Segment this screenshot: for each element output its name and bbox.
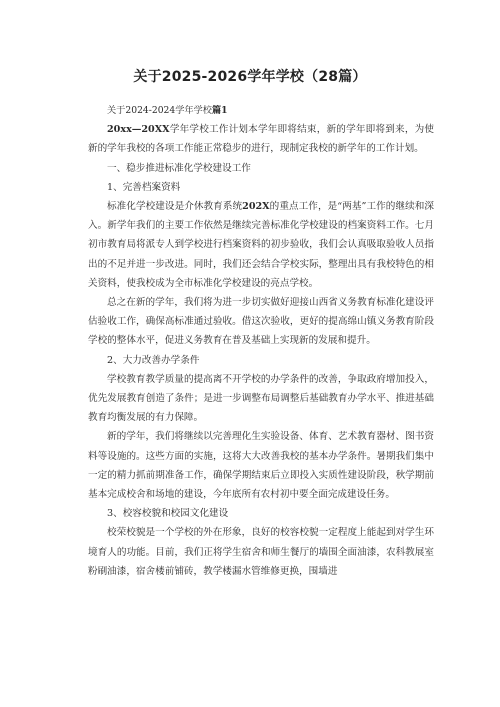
intro-year-range: 20xx—20XX — [107, 124, 170, 136]
subsection-1-paragraph-2: 总之在新的学年，我们将为进一步切实做好迎接山西省义务教育标准化建设评估验收工作，确保高标准通过验收。借这次验收，更好的提高绵山镇义务教育阶段学校的整体水平，促进义务教育在普及基础上实现新的发展和提升。 — [88, 297, 434, 347]
subsection-2-paragraph-1: 学校教育教学质量的提高离不开学校的办学条件的改善，争取政府增加投入，优先发展教育创造了条件；是进一步调整布局调整后基础教育办学水平、推进基础教育均衡发展的有力保障。 — [88, 373, 434, 424]
sub1-para1-year: 202X — [242, 201, 270, 213]
document-body — [88, 101, 434, 581]
section-heading-1: 一、稳步推进标准化学校建设工作 — [107, 162, 251, 174]
document-subtitle — [88, 101, 434, 120]
sub1-para1-text-a: 标准化学校建设是介休教育系统 — [107, 201, 243, 213]
subsection-2-paragraph-2: 新的学年，我们将继续以完善理化生实验设备、体育、艺术教育器材、图书资料等设施的。这些方面的实施，这将大大改善我校的基本办学条件。暑期我们集中一定的精力抓前期准备工作，确保学期结束后立即投入实质性建设阶段，秋学期前基本完成校舍和场地的建设，今年底所有农村初中要全面完成建设任务。 — [88, 431, 434, 501]
subtitle-prefix: 关于2024-2024学年学校 — [107, 105, 212, 116]
page-title: 关于2025-2026学年学校（28篇） — [133, 69, 367, 85]
subsection-heading-3: 3、校容校貌和校园文化建设 — [107, 508, 229, 520]
subsection-3-paragraph-1: 校荣校貌是一个学校的外在形象，良好的校容校貌一定程度上能起到对学生环境育人的功能。目前，我们正将学生宿舍和师生餐厅的墙围全面油漆，农科教展室粉刷油漆，宿舍楼前铺砖，教学楼漏水管维修更换，围墙进 — [88, 527, 434, 577]
intro-text: 学年学校工作计划本学年即将结束，新的学年即将到来，为使新的学年我校的各项工作能正常稳步的进行，现制定我校的新学年的工作计划。 — [88, 124, 434, 155]
subsection-1-paragraph-1 — [88, 197, 434, 293]
subsection-heading-1: 1、完善档案资料 — [107, 181, 181, 193]
sub1-para1-text-b: 的重点工作，是“两基”工作的继续和深入。新学年我们的主要工作依然是继续完善标准化学校建设的档案资料工作。七月初市教育局将派专人到学校进行档案资料的初步验收，我们会认真吸取验收人员指出的不足并进一步改进。同时，我们还会结合学校实际，整理出具有我校特色的相关资料，使我校成为全市标准化学校建设的亮点学校。 — [88, 201, 434, 289]
subtitle-suffix: 篇1 — [212, 105, 228, 116]
subsection-heading-2: 2、大力改善办学条件 — [107, 354, 200, 366]
intro-paragraph — [88, 120, 434, 158]
